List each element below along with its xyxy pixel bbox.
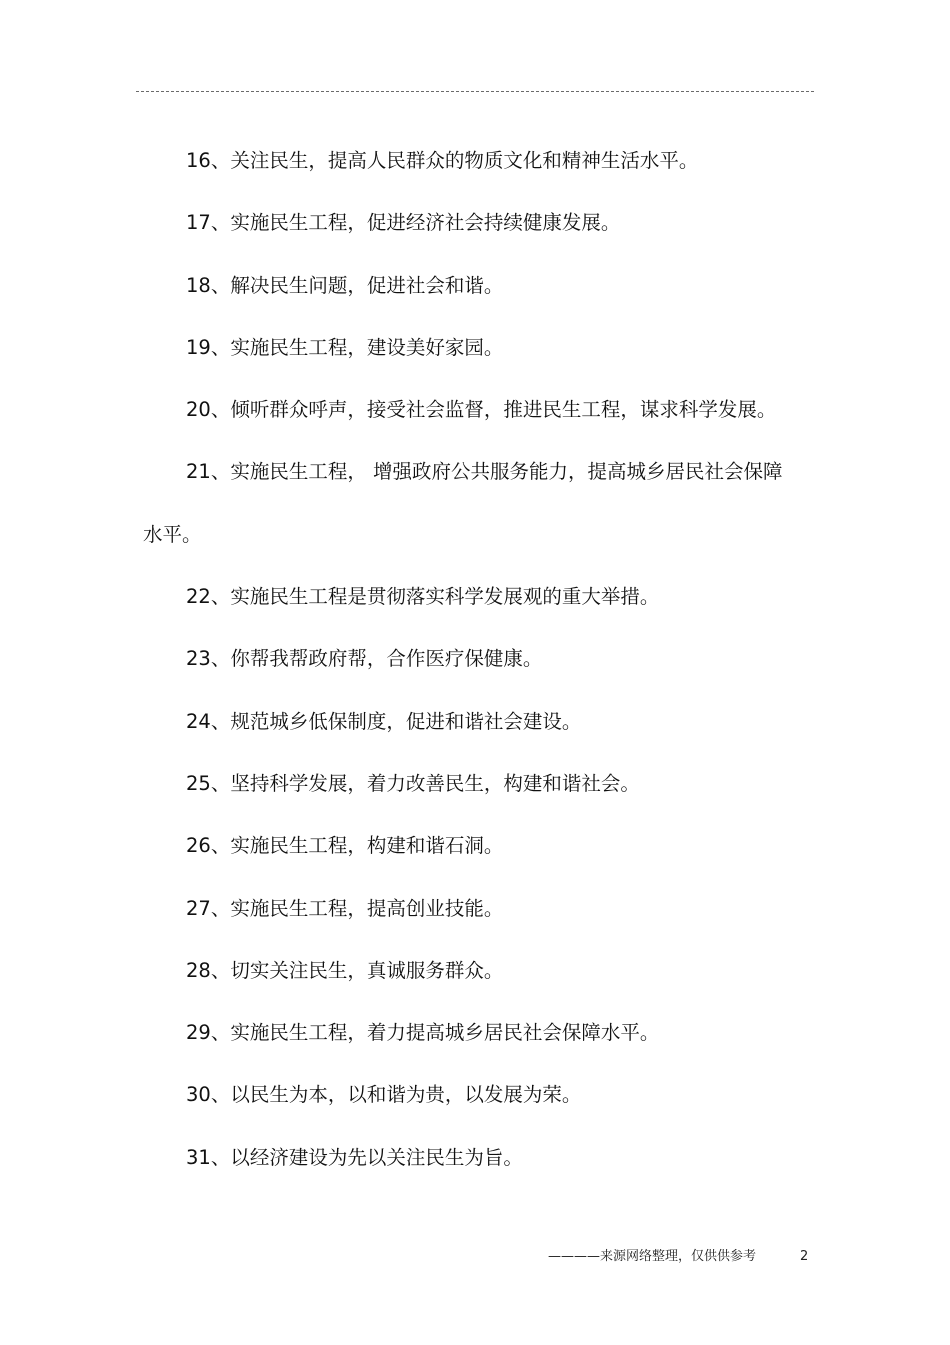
list-item: 30、以民生为本，以和谐为贵，以发展为荣。 (186, 1083, 582, 1107)
list-item: 28、切实关注民生，真诚服务群众。 (186, 958, 504, 982)
list-item: 23、你帮我帮政府帮，合作医疗保健康。 (186, 647, 543, 671)
document-body (143, 130, 793, 1189)
page-number: 2 (800, 1249, 809, 1264)
list-item: 20、倾听群众呼声，接受社会监督，推进民生工程，谋求科学发展。 (186, 398, 777, 422)
header-divider (136, 91, 814, 92)
list-item: 17、实施民生工程，促进经济社会持续健康发展。 (186, 211, 621, 235)
footer-source-note: ————来源网络整理，仅供供参考 (548, 1249, 757, 1264)
list-item: 31、以经济建设为先以关注民生为旨。 (186, 1145, 523, 1169)
list-item: 18、解决民生问题，促进社会和谐。 (186, 273, 504, 297)
list-item: 24、规范城乡低保制度，促进和谐社会建设。 (186, 709, 582, 733)
list-item: 19、实施民生工程，建设美好家园。 (186, 335, 504, 359)
list-item: 29、实施民生工程，着力提高城乡居民社会保障水平。 (186, 1021, 660, 1045)
list-item: 16、关注民生，提高人民群众的物质文化和精神生活水平。 (186, 149, 699, 172)
list-item: 25、坚持科学发展，着力改善民生，构建和谐社会。 (186, 771, 640, 795)
list-item: 22、实施民生工程是贯彻落实科学发展观的重大举措。 (186, 585, 660, 609)
list-item: 21、实施民生工程， 增强政府公共服务能力，提高城乡居民社会保障水平。 (143, 460, 783, 546)
list-item: 26、实施民生工程，构建和谐石洞。 (186, 834, 504, 858)
list-item: 27、实施民生工程，提高创业技能。 (186, 896, 504, 920)
